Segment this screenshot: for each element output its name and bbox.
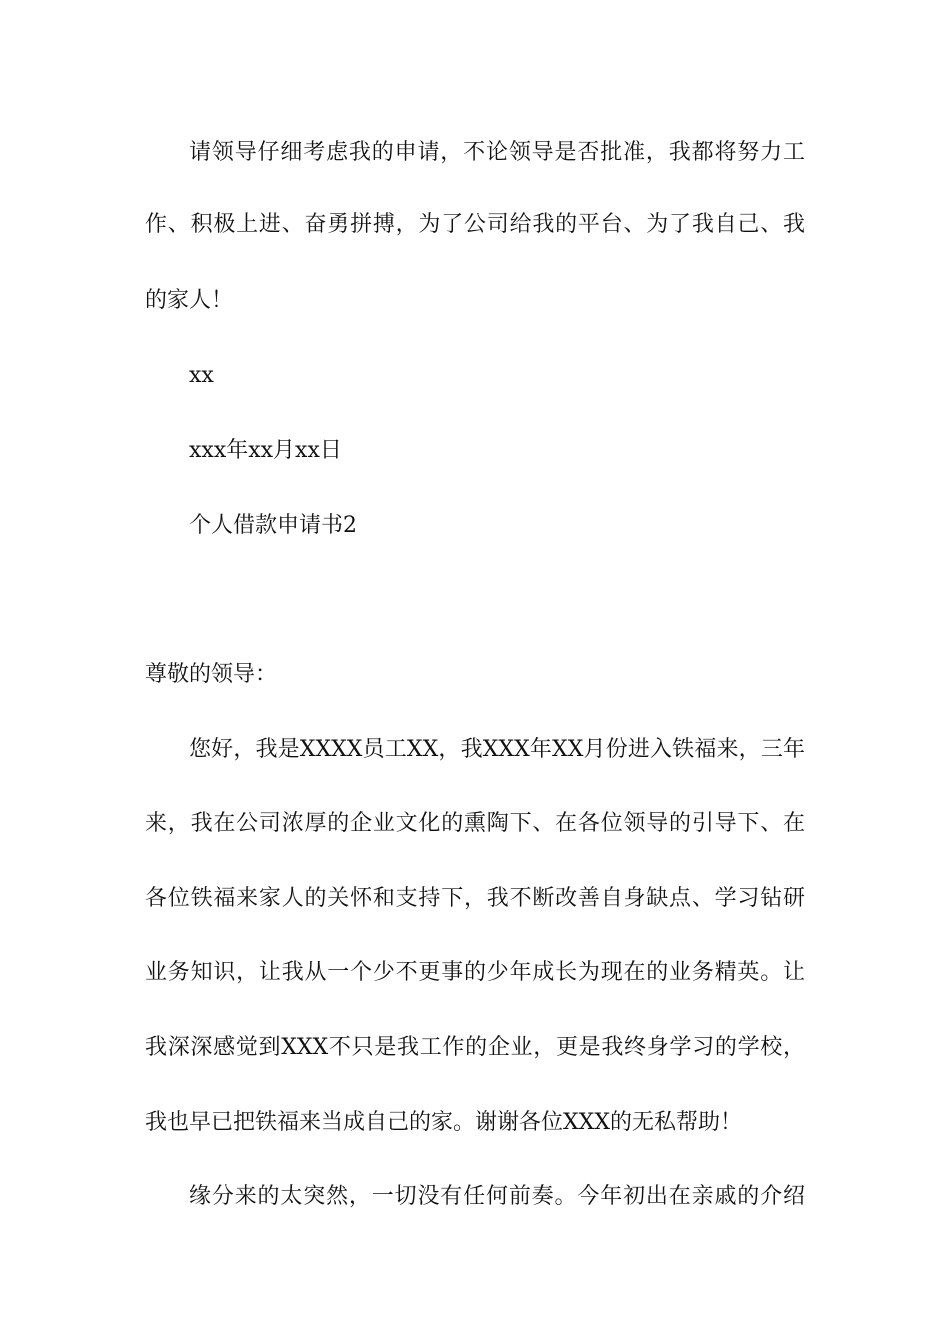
paragraph-line: 来，我在公司浓厚的企业文化的熏陶下、在各位领导的引导下、在 [145, 811, 805, 836]
signature-date: xxx年xx月xx日 [189, 438, 342, 463]
paragraph-line: 我也早已把铁福来当成自己的家。谢谢各位XXX的无私帮助！ [145, 1110, 742, 1135]
signature-name: xx [189, 363, 214, 388]
paragraph-line: 的家人！ [145, 288, 234, 313]
paragraph-line: 业务知识，让我从一个少不更事的少年成长为现在的业务精英。让 [145, 960, 805, 985]
paragraph-line: 缘分来的太突然，一切没有任何前奏。今年初出在亲戚的介绍 [189, 1184, 805, 1209]
paragraph-line: 我深深感觉到XXX不只是我工作的企业，更是我终身学习的学校， [145, 1035, 805, 1060]
paragraph-line: 您好，我是XXXX员工XX，我XXX年XX月份进入铁福来，三年 [189, 737, 805, 762]
paragraph-line: 作、积极上进、奋勇拼搏，为了公司给我的平台、为了我自己、我 [145, 212, 805, 237]
salutation: 尊敬的领导： [145, 662, 278, 687]
paragraph-line: 请领导仔细考虑我的申请，不论领导是否批准，我都将努力工 [189, 140, 805, 165]
section-title: 个人借款申请书2 [189, 513, 357, 538]
paragraph-line: 各位铁福来家人的关怀和支持下，我不断改善自身缺点、学习钻研 [145, 886, 805, 911]
